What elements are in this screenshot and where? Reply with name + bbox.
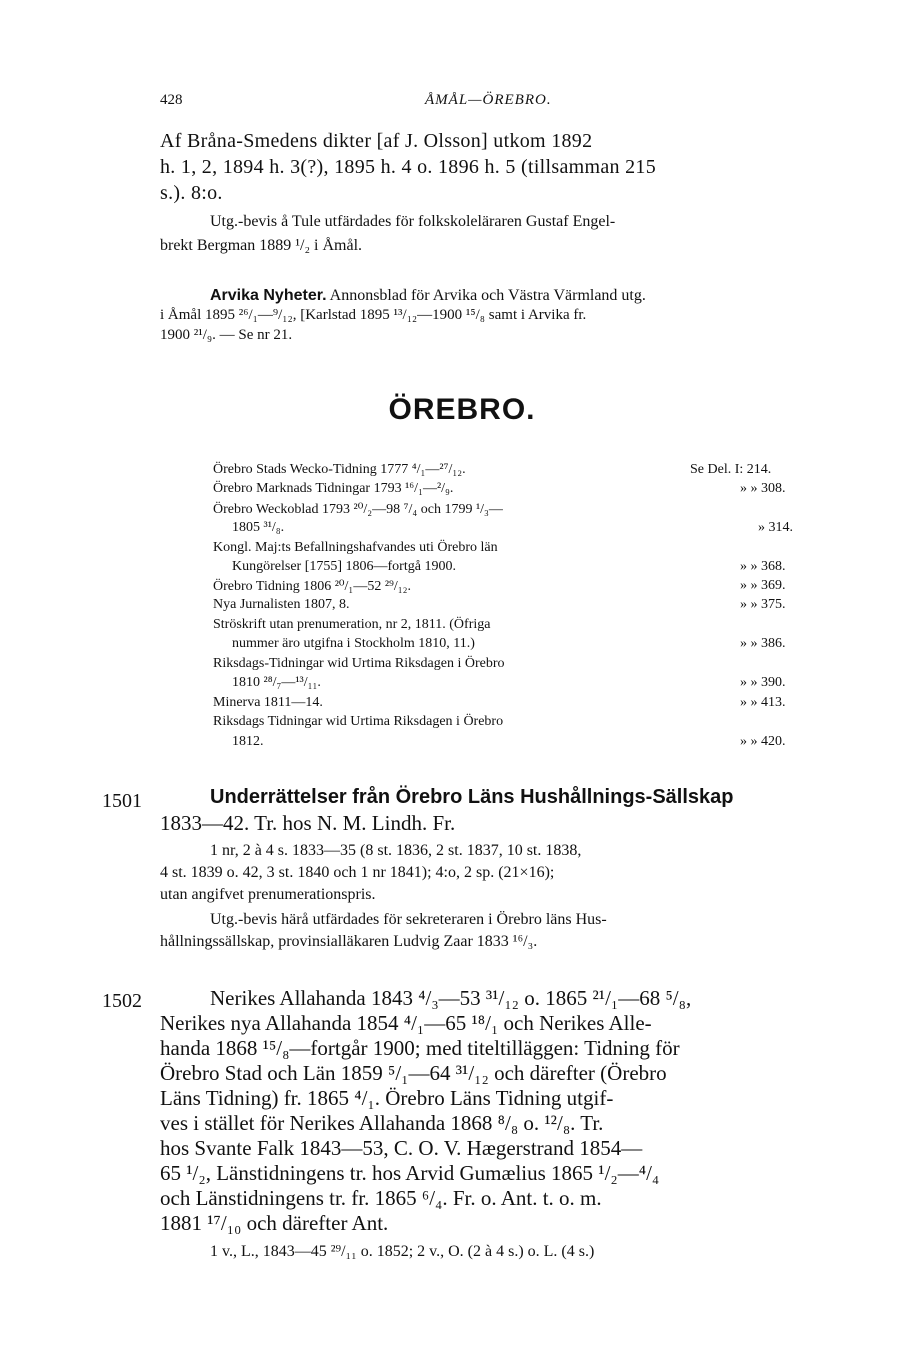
arvika-line-3: 1900 ²¹/₉. — Se nr 21. xyxy=(160,327,293,343)
entry-text: Kongl. Maj:ts Befallningshafvandes uti Örebro län xyxy=(213,540,498,555)
entry-text: Örebro Tidning 1806 ²⁰/₁—52 ²⁹/₁₂. xyxy=(213,579,412,594)
entry-text: nummer äro utgifna i Stockholm 1810, 11.) xyxy=(232,636,475,651)
entry-text: Örebro Marknads Tidningar 1793 ¹⁶/₁—²/₉. xyxy=(213,481,454,496)
arvika-title: Arvika Nyheter. xyxy=(210,287,327,304)
intro-line-4: Utg.-bevis å Tule utfärdades för folkskoleläraren Gustaf Engel- xyxy=(210,213,616,230)
arvika-line-1 xyxy=(210,287,646,305)
entry-number-1501: 1501 xyxy=(102,790,142,812)
entry-1502-line-10: 1881 ¹⁷/₁₀ och därefter Ant. xyxy=(160,1211,389,1235)
entry-1502-line-1: Nerikes Allahanda 1843 ⁴/₃—53 ³¹/₁₂ o. 1865 ²¹/₁—68 ⁵/₈, xyxy=(210,986,692,1010)
entry-ref: Se Del. I: 214. xyxy=(690,462,772,477)
section-title: ÖREBRO. xyxy=(388,393,536,426)
page-number: 428 xyxy=(160,92,183,108)
intro-line-3: s.). 8:o. xyxy=(160,182,223,204)
entry-ref: » » 390. xyxy=(740,675,786,690)
entry-ref: » » 308. xyxy=(740,481,786,496)
entry-1501-line-7: hållningssällskap, provinsialläkaren Ludvig Zaar 1833 ¹⁶/₃. xyxy=(160,933,538,950)
running-title: ÅMÅL—ÖREBRO. xyxy=(425,92,552,108)
arvika-line-2: i Åmål 1895 ²⁶/₁—⁹/₁₂, [Karlstad 1895 ¹³/₁₂—1900 ¹⁵/₈ samt i Arvika fr. xyxy=(160,307,587,323)
entry-1502-line-7: hos Svante Falk 1843—53, C. O. V. Hægerstrand 1854— xyxy=(160,1136,643,1160)
entry-text: 1805 ³¹/₈. xyxy=(232,520,285,535)
entry-1502-line-6: ves i stället för Nerikes Allahanda 1868 ⁸/₈ o. ¹²/₈. Tr. xyxy=(160,1111,604,1135)
entry-1501-line-5: utan angifvet prenumerationspris. xyxy=(160,886,376,903)
entry-1502-line-5: Läns Tidning) fr. 1865 ⁴/₁. Örebro Läns Tidning utgif- xyxy=(160,1086,614,1110)
entry-text: Örebro Weckoblad 1793 ²⁰/₂—98 ⁷/₄ och 1799 ¹/₃— xyxy=(213,502,503,517)
entry-ref: » 314. xyxy=(758,520,793,535)
entry-1501-line-4: 4 st. 1839 o. 42, 3 st. 1840 och 1 nr 1841); 4:o, 2 sp. (21×16); xyxy=(160,864,555,881)
entry-text: Ströskrift utan prenumeration, nr 2, 1811. (Öfriga xyxy=(213,617,491,632)
entry-1502-line-4: Örebro Stad och Län 1859 ⁵/₁—64 ³¹/₁₂ och därefter (Örebro xyxy=(160,1061,667,1085)
arvika-desc: Annonsblad för Arvika och Västra Värmland utg. xyxy=(329,287,646,304)
entry-text: Riksdags Tidningar wid Urtima Riksdagen i Örebro xyxy=(213,714,504,729)
entry-text: 1812. xyxy=(232,734,264,749)
entry-1501-title: Underrättelser från Örebro Läns Hushållnings-Sällskap xyxy=(210,786,734,808)
entry-text: Riksdags-Tidningar wid Urtima Riksdagen i Örebro xyxy=(213,656,505,671)
entry-1502-line-2: Nerikes nya Allahanda 1854 ⁴/₁—65 ¹⁸/₁ och Nerikes Alle- xyxy=(160,1011,652,1035)
entry-ref: » » 386. xyxy=(740,636,786,651)
entry-number-1502: 1502 xyxy=(102,990,142,1012)
entry-1502-line-3: handa 1868 ¹⁵/₈—fortgår 1900; med titeltilläggen: Tidning för xyxy=(160,1036,680,1060)
entry-1502-line-9: och Länstidningens tr. fr. 1865 ⁶/₄. Fr. o. Ant. t. o. m. xyxy=(160,1186,602,1210)
entry-1501-line-2: 1833—42. Tr. hos N. M. Lindh. Fr. xyxy=(160,811,456,835)
entry-text: Kungörelser [1755] 1806—fortgå 1900. xyxy=(232,559,456,574)
entry-text: Minerva 1811—14. xyxy=(213,695,323,710)
entry-ref: » » 420. xyxy=(740,734,786,749)
entry-ref: » » 369. xyxy=(740,578,786,593)
entry-text: Örebro Stads Wecko-Tidning 1777 ⁴/₁—²⁷/₁₂. xyxy=(213,462,466,477)
entry-1502-line-8: 65 ¹/₂, Länstidningens tr. hos Arvid Gumælius 1865 ¹/₂—⁴/₄ xyxy=(160,1161,660,1185)
entry-text: 1810 ²⁸/₇—¹³/₁₁. xyxy=(232,675,321,690)
entry-1501-line-3: 1 nr, 2 à 4 s. 1833—35 (8 st. 1836, 2 st. 1837, 10 st. 1838, xyxy=(210,842,582,859)
entry-text: Nya Jurnalisten 1807, 8. xyxy=(213,597,350,612)
intro-line-5: brekt Bergman 1889 ¹/₂ i Åmål. xyxy=(160,237,363,254)
entry-1502-line-11: 1 v., L., 1843—45 ²⁹/₁₁ o. 1852; 2 v., O. (2 à 4 s.) o. L. (4 s.) xyxy=(210,1243,595,1260)
entry-ref: » » 375. xyxy=(740,597,786,612)
entry-ref: » » 368. xyxy=(740,559,786,574)
entry-1501-line-6: Utg.-bevis härå utfärdades för sekreteraren i Örebro läns Hus- xyxy=(210,911,607,928)
entry-ref: » » 413. xyxy=(740,695,786,710)
intro-line-1: Af Bråna-Smedens dikter [af J. Olsson] utkom 1892 xyxy=(160,130,593,152)
intro-line-2: h. 1, 2, 1894 h. 3(?), 1895 h. 4 o. 1896 h. 5 (tillsamman 215 xyxy=(160,156,657,178)
